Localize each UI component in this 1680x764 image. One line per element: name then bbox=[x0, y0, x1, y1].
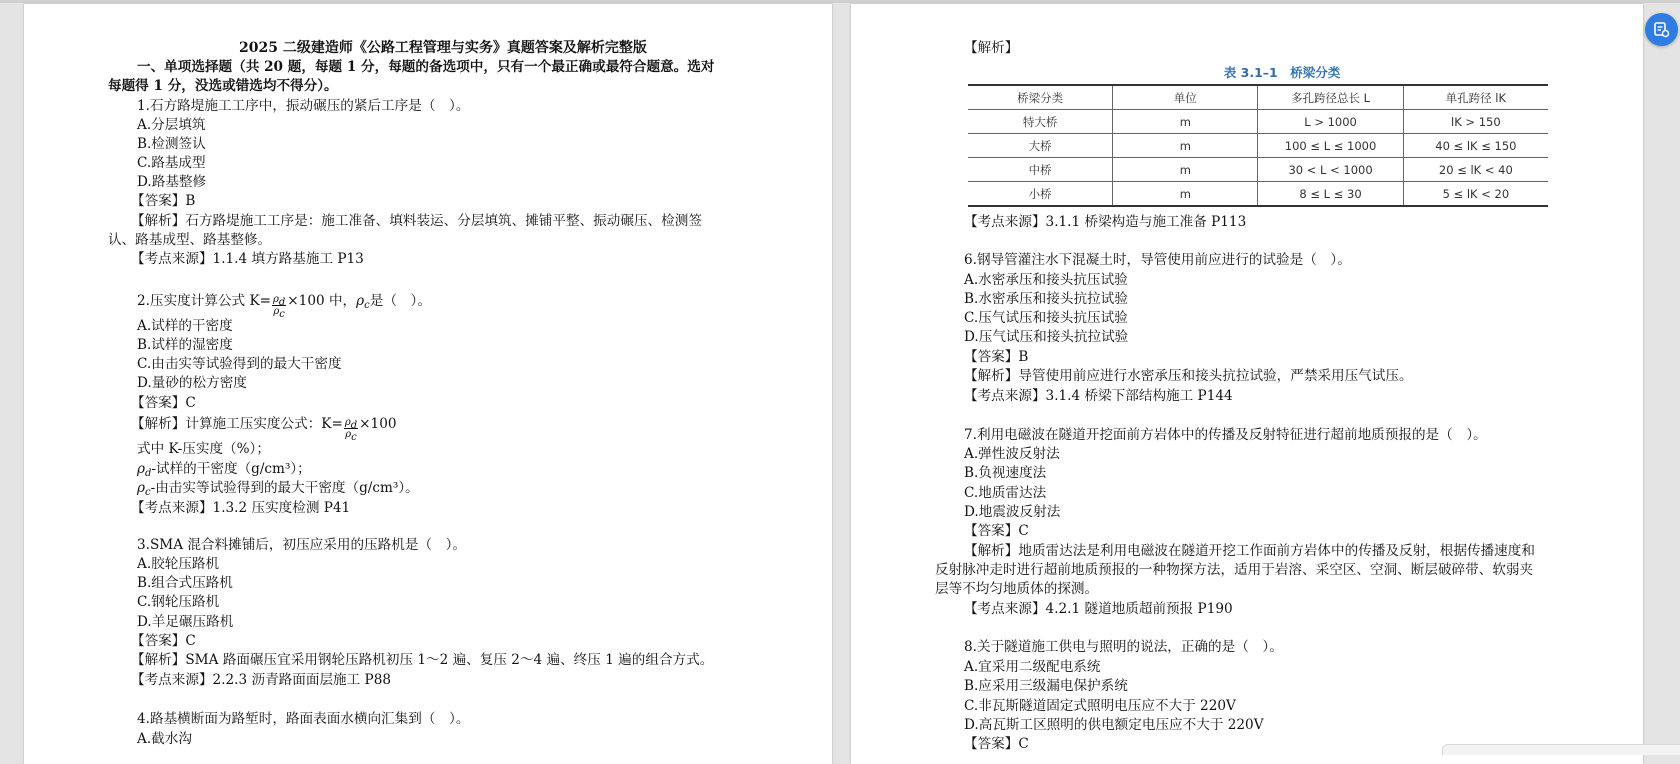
table-cell: 30 < L < 1000 bbox=[1258, 158, 1403, 182]
q2-definition-k: 式中 K-压实度（%）； bbox=[137, 441, 270, 457]
table-header-cell: 桥梁分类 bbox=[1017, 90, 1064, 105]
q2-stem-mid: ×100 中， bbox=[287, 293, 357, 309]
viewer-top-border bbox=[0, 0, 1680, 3]
table-cell: lK > 150 bbox=[1403, 110, 1548, 134]
q8-option-a: A.宜采用二级配电系统 bbox=[964, 659, 1101, 675]
table-row bbox=[968, 110, 1548, 134]
q2-definition-rho-d bbox=[137, 460, 311, 479]
q2-option-d: D.量砂的松方密度 bbox=[137, 375, 247, 391]
q2-stem-suffix: 是（ ）。 bbox=[369, 293, 431, 309]
table-cell: 8 ≤ L ≤ 30 bbox=[1258, 182, 1403, 207]
q1-analysis-line2: 认、路基成型、路基整修。 bbox=[108, 232, 272, 248]
rho-c-symbol: $\rho_c$ bbox=[137, 480, 151, 498]
q1-option-d: D.路基整修 bbox=[137, 174, 207, 190]
q6-option-b: B.水密承压和接头抗拉试验 bbox=[964, 291, 1128, 307]
table-cell: m bbox=[1113, 158, 1258, 182]
q7-option-a: A.弹性波反射法 bbox=[964, 446, 1060, 462]
q3-option-a: A.胶轮压路机 bbox=[137, 556, 220, 572]
q5-source: 【考点来源】3.1.1 桥梁构造与施工准备 P113 bbox=[964, 214, 1247, 230]
q2-formula-denominator: $\rho_c$ bbox=[273, 306, 285, 320]
q2-rho-c-symbol: $\rho_c$ bbox=[356, 293, 370, 311]
q3-answer: 【答案】C bbox=[131, 633, 196, 649]
q1-option-a: A.分层填筑 bbox=[137, 117, 206, 133]
section-heading-line2: 每题得 1 分，没选或错选均不得分）。 bbox=[108, 78, 338, 94]
bridge-table-caption: 表 3.1–1 桥梁分类 bbox=[1223, 65, 1341, 80]
q2-analysis-prefix: 【解析】计算施工压实度公式：K= bbox=[131, 416, 343, 432]
table-cell: m bbox=[1113, 182, 1258, 207]
q1-source: 【考点来源】1.1.4 填方路基施工 P13 bbox=[131, 251, 364, 267]
q3-option-c: C.钢轮压路机 bbox=[137, 594, 220, 610]
q2-option-a: A.试样的干密度 bbox=[137, 318, 233, 334]
q7-stem: 7.利用电磁波在隧道开挖面前方岩体中的传播及反射特征进行超前地质预报的是（ ）。 bbox=[964, 427, 1487, 443]
q2-option-c: C.由击实等试验得到的最大干密度 bbox=[137, 356, 342, 372]
q7-analysis-line1: 【解析】地质雷达法是利用电磁波在隧道开挖工作面前方岩体中的传播及反射，根据传播速度和 bbox=[964, 543, 1535, 559]
q1-answer: 【答案】B bbox=[131, 193, 196, 209]
q3-source: 【考点来源】2.2.3 沥青路面面层施工 P88 bbox=[131, 672, 391, 688]
table-cell: 20 ≤ lK < 40 bbox=[1403, 158, 1548, 182]
q4-option-a: A.截水沟 bbox=[137, 731, 192, 747]
q8-answer: 【答案】C bbox=[964, 736, 1029, 752]
table-cell: 40 ≤ lK ≤ 150 bbox=[1403, 134, 1548, 158]
q2-stem-prefix: 2.压实度计算公式 K= bbox=[137, 293, 271, 309]
q2-option-b: B.试样的湿密度 bbox=[137, 337, 233, 353]
table-row bbox=[968, 134, 1548, 158]
q2-analysis-denominator: $\rho_c$ bbox=[345, 429, 357, 443]
table-cell: m bbox=[1113, 134, 1258, 158]
table-cell: 5 ≤ lK < 20 bbox=[1403, 182, 1548, 207]
q1-option-c: C.路基成型 bbox=[137, 155, 206, 171]
document-title: 2025 二级建造师《公路工程管理与实务》真题答案及解析完整版 bbox=[239, 40, 647, 56]
q2-source: 【考点来源】1.3.2 压实度检测 P41 bbox=[131, 500, 351, 516]
q7-analysis-line3: 层等不均匀地质体的探测。 bbox=[935, 581, 1099, 597]
table-cell: L > 1000 bbox=[1258, 110, 1403, 134]
q2-stem bbox=[137, 292, 431, 320]
q7-option-c: C.地质雷达法 bbox=[964, 485, 1047, 501]
q6-answer: 【答案】B bbox=[964, 349, 1029, 365]
q1-option-b: B.检测签认 bbox=[137, 136, 206, 152]
q2-formula-fraction bbox=[272, 294, 286, 320]
q7-option-b: B.负视速度法 bbox=[964, 465, 1047, 481]
q6-stem: 6.钢导管灌注水下混凝土时，导管使用前应进行的试验是（ ）。 bbox=[964, 252, 1351, 268]
q3-analysis: 【解析】SMA 路面碾压宜采用钢轮压路机初压 1～2 遍、复压 2～4 遍、终压 1 遍的组合方式。 bbox=[131, 652, 714, 668]
q8-option-b: B.应采用三级漏电保护系统 bbox=[964, 678, 1128, 694]
q7-answer: 【答案】C bbox=[964, 523, 1029, 539]
bottom-toolbar-edge bbox=[1442, 744, 1680, 755]
q2-definition-rho-c bbox=[137, 479, 419, 498]
document-tool-icon bbox=[1653, 21, 1670, 38]
bridge-classification-table bbox=[968, 84, 1548, 207]
rho-d-symbol: $\rho_d$ bbox=[137, 461, 152, 479]
table-cell: m bbox=[1113, 110, 1258, 134]
q1-analysis-line1: 【解析】石方路堤施工工序是：施工准备、填料装运、分层填筑、摊铺平整、振动碾压、检测签 bbox=[131, 213, 702, 229]
q4-stem: 4.路基横断面为路堑时，路面表面水横向汇集到（ ）。 bbox=[137, 711, 470, 727]
table-cell: 小桥 bbox=[968, 182, 1113, 207]
table-cell: 大桥 bbox=[968, 134, 1113, 158]
table-row bbox=[968, 158, 1548, 182]
q8-option-d: D.高瓦斯工区照明的供电额定电压应不大于 220V bbox=[964, 717, 1264, 733]
q2-answer: 【答案】C bbox=[131, 395, 196, 411]
q7-option-d: D.地震波反射法 bbox=[964, 504, 1061, 520]
q2-formula-numerator: $\rho_d$ bbox=[273, 294, 286, 308]
rho-c-text: -由击实等试验得到的最大干密度（g/cm³）。 bbox=[150, 480, 419, 496]
q5-analysis-header: 【解析】 bbox=[964, 40, 1019, 56]
table-row bbox=[968, 182, 1548, 207]
q2-analysis bbox=[131, 415, 397, 443]
q2-analysis-fraction bbox=[344, 417, 358, 443]
q2-analysis-suffix: ×100 bbox=[359, 416, 397, 432]
q8-option-c: C.非瓦斯隧道固定式照明电压应不大于 220V bbox=[964, 698, 1236, 714]
q6-source: 【考点来源】3.1.4 桥梁下部结构施工 P144 bbox=[964, 388, 1233, 404]
q8-stem: 8.关于隧道施工供电与照明的说法，正确的是（ ）。 bbox=[964, 639, 1283, 655]
q3-stem: 3.SMA 混合料摊铺后，初压应采用的压路机是（ ）。 bbox=[137, 537, 467, 553]
table-header-row bbox=[968, 85, 1548, 110]
table-cell: 中桥 bbox=[968, 158, 1113, 182]
table-header-cell: 多孔跨径总长 L bbox=[1258, 85, 1403, 110]
q6-analysis: 【解析】导管使用前应进行水密承压和接头抗拉试验，严禁采用压气试压。 bbox=[964, 368, 1413, 384]
q6-option-c: C.压气试压和接头抗压试验 bbox=[964, 310, 1128, 326]
section-heading-line1: 一、单项选择题（共 20 题，每题 1 分，每题的备选项中，只有一个最正确或最符合题意。选对 bbox=[137, 59, 715, 75]
table-cell: 特大桥 bbox=[968, 110, 1113, 134]
q6-option-d: D.压气试压和接头抗拉试验 bbox=[964, 329, 1129, 345]
table-cell: 100 ≤ L ≤ 1000 bbox=[1258, 134, 1403, 158]
q3-option-b: B.组合式压路机 bbox=[137, 575, 233, 591]
table-header-cell: 单孔跨径 lK bbox=[1403, 85, 1548, 110]
q7-analysis-line2: 反射脉冲走时进行超前地质预报的一种物探方法，适用于岩溶、采空区、空洞、断层破碎带、软弱夹 bbox=[935, 562, 1534, 578]
rho-d-text: -试样的干密度（g/cm³）； bbox=[151, 461, 311, 477]
q6-option-a: A.水密承压和接头抗压试验 bbox=[964, 272, 1128, 288]
q3-option-d: D.羊足碾压路机 bbox=[137, 614, 234, 630]
q7-source: 【考点来源】4.2.1 隧道地质超前预报 P190 bbox=[964, 601, 1233, 617]
floating-tool-button[interactable] bbox=[1645, 13, 1678, 46]
q1-stem: 1.石方路堤施工工序中，振动碾压的紧后工序是（ ）。 bbox=[137, 98, 470, 114]
q2-analysis-numerator: $\rho_d$ bbox=[344, 417, 358, 431]
table-header-cell: 单位 bbox=[1113, 85, 1258, 110]
